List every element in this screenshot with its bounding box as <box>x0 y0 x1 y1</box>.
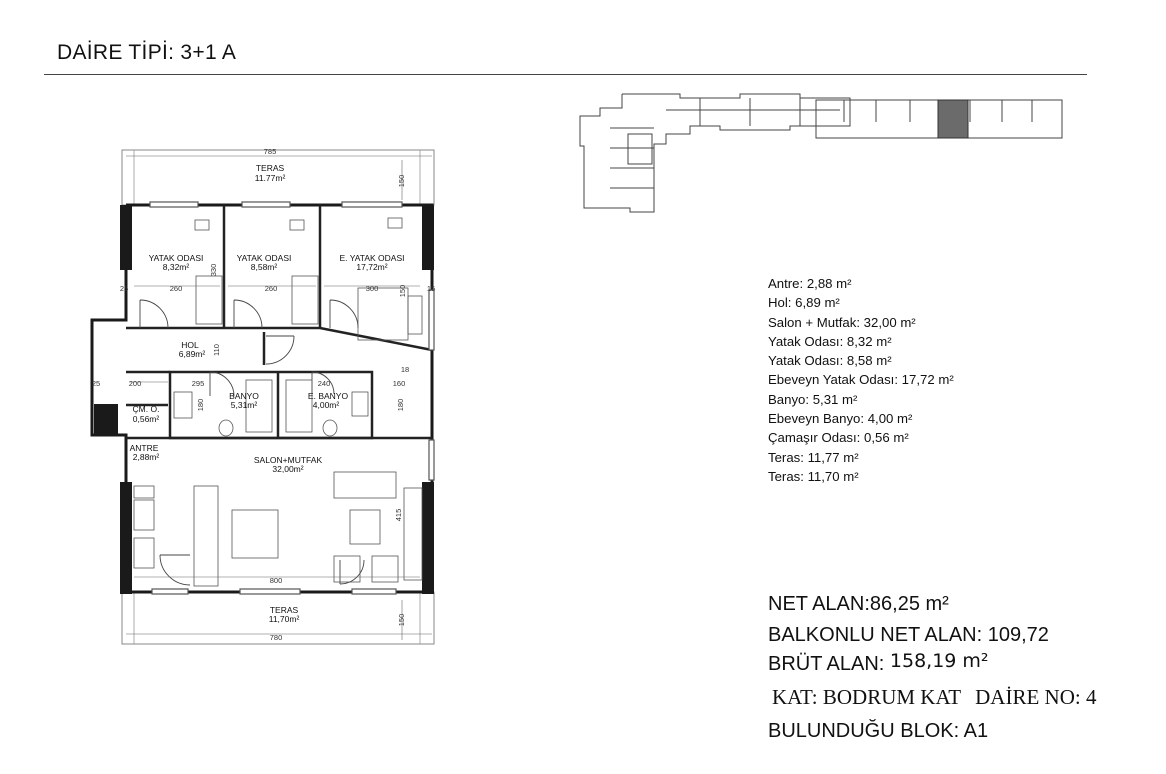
dim-label: 150 <box>397 613 406 627</box>
room-area-antre: 2,88m² <box>132 452 160 462</box>
dim-label: 150 <box>397 174 406 188</box>
net-area-label: NET ALAN: <box>768 593 870 615</box>
dim-label: 800 <box>269 576 283 585</box>
room-name-hol: HOL <box>181 340 199 350</box>
gross-area-label: BRÜT ALAN: <box>768 653 885 675</box>
gross-area <box>768 650 989 676</box>
room-name-e-banyo: E. BANYO <box>307 391 349 401</box>
room-name-salon: SALON+MUTFAK <box>253 455 323 465</box>
unit-number: DAİRE NO: 4 <box>975 685 1097 709</box>
floor-and-unit <box>772 685 1096 710</box>
balcony-net-area-label: BALKONLU NET ALAN: <box>768 624 983 646</box>
room-name-teras-bottom: TERAS <box>269 605 299 615</box>
dim-label: 180 <box>396 398 405 412</box>
legend-item: Ebeveyn Banyo: 4,00 m² <box>768 411 913 427</box>
floor-label: KAT: BODRUM KAT <box>772 685 962 709</box>
dim-label: 25 <box>119 284 129 293</box>
legend-item: Antre: 2,88 m² <box>768 276 852 291</box>
net-area <box>768 593 949 616</box>
dim-label: 200 <box>128 379 142 388</box>
room-area-yatak-1: 8,32m² <box>162 262 190 272</box>
dim-label: 15 <box>426 284 436 293</box>
floor-plan <box>82 140 442 650</box>
legend-item: Teras: 11,77 m² <box>768 449 859 465</box>
legend-item: Salon + Mutfak: 32,00 m² <box>768 314 916 330</box>
legend-item: Yatak Odası: 8,32 m² <box>768 333 892 349</box>
building-l-block <box>580 94 850 212</box>
block-label: BULUNDUĞU BLOK: A1 <box>768 720 989 742</box>
site-key-plan <box>570 86 1070 216</box>
legend-item: Yatak Odası: 8,58 m² <box>768 353 892 369</box>
room-name-e-yatak: E. YATAK ODASI <box>339 253 405 263</box>
room-area-e-banyo: 4,00m² <box>312 400 340 410</box>
balcony-net-area <box>768 624 1049 647</box>
balcony-net-area-value: 109,72 <box>987 624 1049 646</box>
room-area-salon: 32,00m² <box>272 464 304 474</box>
dim-label: 330 <box>209 263 218 277</box>
room-name-yatak-1: YATAK ODASI <box>148 253 204 263</box>
room-area-yatak-2: 8,58m² <box>250 262 278 272</box>
door-swings <box>140 300 364 585</box>
room-name-yatak-2: YATAK ODASI <box>236 253 292 263</box>
dim-label: 25 <box>91 379 101 388</box>
room-area-hol: 6,89m² <box>178 349 206 359</box>
dim-label: 180 <box>196 398 205 412</box>
dim-label: 18 <box>400 365 410 374</box>
room-area-e-yatak: 17,72m² <box>356 262 388 272</box>
dim-label: 260 <box>264 284 278 293</box>
room-name-cm: ÇM. O. <box>132 404 160 414</box>
interior-walls <box>126 205 432 438</box>
room-area-banyo: 5,31m² <box>230 400 258 410</box>
legend-item: Banyo: 5,31 m² <box>768 391 858 407</box>
room-area-teras-top: 11.77m² <box>254 173 286 183</box>
dim-label: 785 <box>263 147 277 156</box>
dim-label: 260 <box>169 284 183 293</box>
room-name-teras-top: TERAS <box>255 163 285 173</box>
dim-label: 150 <box>398 284 407 298</box>
page-title: DAİRE TİPİ: 3+1 A <box>57 41 237 64</box>
legend-item: Hol: 6,89 m² <box>768 295 840 311</box>
room-area-teras-bottom: 11,70m² <box>268 614 300 624</box>
dim-label: 295 <box>191 379 205 388</box>
room-area-legend <box>768 274 954 486</box>
room-name-banyo: BANYO <box>229 391 259 401</box>
dim-label: 415 <box>394 508 403 522</box>
dim-label: 160 <box>392 379 406 388</box>
legend-item: Ebeveyn Yatak Odası: 17,72 m² <box>768 372 954 388</box>
room-name-antre: ANTRE <box>129 443 159 453</box>
title-divider <box>44 74 1087 75</box>
net-area-value: 86,25 m² <box>869 593 949 615</box>
highlighted-unit <box>938 100 968 138</box>
room-area-cm: 0,56m² <box>132 414 160 424</box>
legend-item: Teras: 11,70 m² <box>768 468 859 484</box>
dim-label: 110 <box>212 344 221 356</box>
dim-label: 240 <box>317 379 331 388</box>
gross-area-value: 158,19 m² <box>889 650 989 672</box>
legend-item: Çamaşır Odası: 0,56 m² <box>768 430 909 446</box>
dim-label: 780 <box>269 633 283 642</box>
dim-label: 300 <box>365 284 379 293</box>
